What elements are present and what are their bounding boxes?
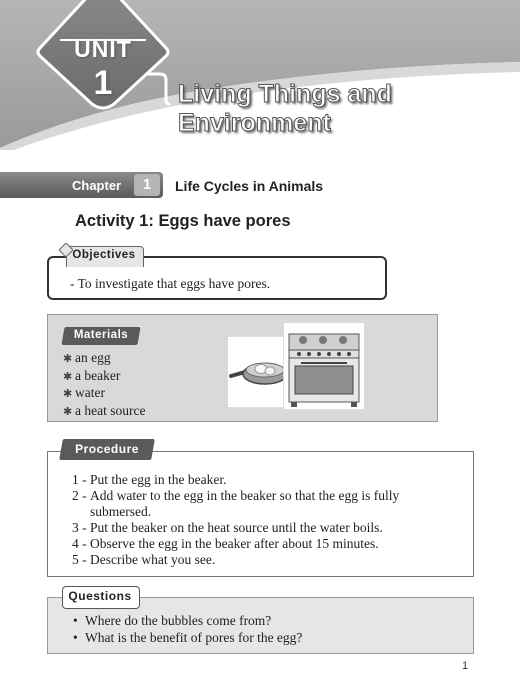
unit-label: UNIT — [74, 36, 132, 62]
list-item: 4 - Observe the egg in the beaker after about 15 minutes. — [72, 536, 379, 551]
materials-label: Materials — [73, 329, 129, 341]
unit-number: 1 — [93, 64, 113, 102]
list-item: 5 - Describe what you see. — [72, 552, 216, 567]
list-item: 3 - Put the beaker on the heat source until the water boils. — [72, 520, 383, 535]
asterisk-bullet-icon: ✱ — [63, 405, 73, 418]
list-item: • Where do the bubbles come from? — [73, 613, 272, 628]
list-item: 2 - Add water to the egg in the beaker so that the egg is fully submersed. — [72, 488, 400, 519]
chapter-title: Life Cycles in Animals — [175, 178, 324, 194]
materials-list — [63, 350, 145, 420]
list-item: 1 - Put the egg in the beaker. — [72, 472, 227, 487]
list-item: ✱ a heat source — [63, 403, 145, 421]
list-item: • What is the benefit of pores for the egg? — [73, 630, 303, 645]
bullet-icon: • — [73, 630, 78, 645]
objectives-label: Objectives — [72, 249, 136, 261]
page-number: 1 — [462, 660, 469, 672]
objectives-text: - To investigate that eggs have pores. — [70, 276, 271, 291]
asterisk-bullet-icon: ✱ — [63, 388, 73, 400]
activity-title: Activity 1: Eggs have pores — [75, 212, 291, 230]
list-item: ✱ an egg — [63, 350, 145, 368]
bullet-icon: • — [73, 613, 78, 628]
questions-label: Questions — [68, 589, 132, 603]
questions-list — [73, 612, 302, 646]
list-item: ✱ a beaker — [63, 368, 145, 386]
chapter-number: 1 — [142, 176, 152, 193]
unit-title — [178, 80, 508, 138]
asterisk-bullet-icon: ✱ — [63, 370, 73, 383]
procedure-label: Procedure — [75, 442, 139, 456]
asterisk-bullet-icon: ✱ — [63, 353, 73, 365]
procedure-list — [72, 472, 462, 568]
list-item: ✱ water — [63, 385, 145, 403]
unit-title-line2: Environment — [178, 109, 331, 137]
unit-title-line1: Living Things and — [178, 80, 392, 108]
chapter-label: Chapter — [72, 178, 122, 193]
stove-oven-icon — [283, 322, 365, 410]
